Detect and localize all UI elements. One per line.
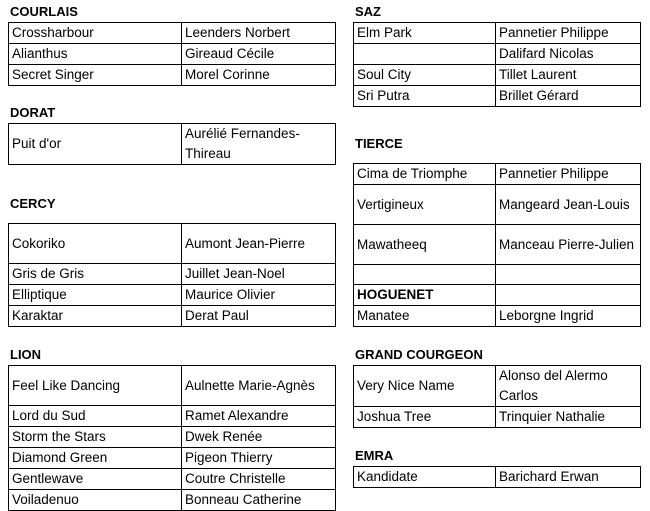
owner-name: Ramet Alexandre (182, 406, 336, 427)
table-row (9, 285, 336, 306)
group-title-grand-courgeon: GRAND COURGEON (355, 347, 483, 362)
owner-name: Morel Corinne (182, 65, 336, 86)
group-title-lion: LION (10, 347, 42, 362)
owner-name: Aumont Jean-Pierre (182, 224, 336, 264)
table-row (354, 265, 641, 285)
table-row (9, 65, 336, 86)
owner-name: Leenders Norbert (182, 23, 336, 44)
owner-name: Alonso del Alermo Carlos (496, 366, 641, 407)
horse-name: Alianthus (9, 44, 182, 65)
table-row (354, 285, 641, 306)
owner-name: Barichard Erwan (496, 467, 641, 488)
owner-name: Gireaud Cécile (182, 44, 336, 65)
horse-name: Lord du Sud (9, 406, 182, 427)
table-row (354, 164, 641, 185)
owner-name: Dalifard Nicolas (496, 44, 641, 65)
table-row (9, 306, 336, 327)
horse-name: Puit d'or (9, 124, 182, 165)
horse-name: Gris de Gris (9, 264, 182, 285)
group-title-tierce: TIERCE (355, 136, 403, 151)
owner-name: Coutre Christelle (182, 469, 336, 490)
horse-name: Crossharbour (9, 23, 182, 44)
horse-name: Very Nice Name (354, 366, 496, 407)
table-row (354, 65, 641, 86)
table-row (9, 490, 336, 511)
horse-name: Joshua Tree (354, 407, 496, 428)
owner-name: Trinquier Nathalie (496, 407, 641, 428)
owner-name: Manceau Pierre-Julien (496, 225, 641, 265)
horse-name: Feel Like Dancing (9, 366, 182, 406)
owner-name: Mangeard Jean-Louis (496, 185, 641, 225)
group-title-emra: EMRA (355, 448, 394, 463)
owner-name: Derat Paul (182, 306, 336, 327)
horse-name: Storm the Stars (9, 427, 182, 448)
table-row (9, 469, 336, 490)
group-title-saz: SAZ (355, 4, 381, 19)
group-title-dorat: DORAT (10, 105, 56, 120)
group-title-courlais: COURLAIS (10, 4, 78, 19)
owner-name: Brillet Gérard (496, 86, 641, 107)
owner-name: Maurice Olivier (182, 285, 336, 306)
horse-name: Manatee (354, 306, 496, 327)
table-lion (8, 365, 336, 511)
owner-name: Bonneau Catherine (182, 490, 336, 511)
table-row (9, 224, 336, 264)
table-row (9, 448, 336, 469)
horse-name: Secret Singer (9, 65, 182, 86)
table-row (9, 23, 336, 44)
owner-name: Pannetier Philippe (496, 164, 641, 185)
horse-name (354, 44, 496, 65)
horse-name: Kandidate (354, 467, 496, 488)
owner-name: Aurélié Fernandes-Thireau (182, 124, 336, 165)
table-row (354, 44, 641, 65)
horse-name: Voiladenuo (9, 490, 182, 511)
horse-name: Mawatheeq (354, 225, 496, 265)
group-title-cercy: CERCY (10, 196, 56, 211)
horse-name: Sri Putra (354, 86, 496, 107)
table-cercy (8, 223, 336, 327)
table-row (9, 366, 336, 406)
owner-name: Pigeon Thierry (182, 448, 336, 469)
table-dorat (8, 123, 336, 165)
table-row (354, 185, 641, 225)
table-grand-courgeon (353, 365, 641, 428)
owner-name: Dwek Renée (182, 427, 336, 448)
horse-name: Vertigineux (354, 185, 496, 225)
table-row (9, 264, 336, 285)
table-row (354, 366, 641, 407)
owner-name (496, 265, 641, 285)
horse-name (354, 265, 496, 285)
table-row (354, 225, 641, 265)
horse-name: Cokoriko (9, 224, 182, 264)
group-title-hoguenet: HOGUENET (354, 285, 496, 306)
table-row (9, 427, 336, 448)
table-saz (353, 22, 641, 107)
horse-name: Gentlewave (9, 469, 182, 490)
table-row (354, 306, 641, 327)
table-tierce (353, 163, 641, 327)
table-row (354, 23, 641, 44)
horse-name: Karaktar (9, 306, 182, 327)
table-emra (353, 466, 641, 488)
table-row (354, 467, 641, 488)
owner-name: Leborgne Ingrid (496, 306, 641, 327)
empty-cell (496, 285, 641, 306)
owner-name: Juillet Jean-Noel (182, 264, 336, 285)
owner-name: Tillet Laurent (496, 65, 641, 86)
table-courlais (8, 22, 336, 86)
table-row (9, 406, 336, 427)
owner-name: Pannetier Philippe (496, 23, 641, 44)
owner-name: Aulnette Marie-Agnès (182, 366, 336, 406)
horse-name: Soul City (354, 65, 496, 86)
table-row (9, 124, 336, 165)
table-row (9, 44, 336, 65)
table-row (354, 86, 641, 107)
horse-name: Cima de Triomphe (354, 164, 496, 185)
horse-name: Diamond Green (9, 448, 182, 469)
horse-name: Elliptique (9, 285, 182, 306)
horse-name: Elm Park (354, 23, 496, 44)
table-row (354, 407, 641, 428)
